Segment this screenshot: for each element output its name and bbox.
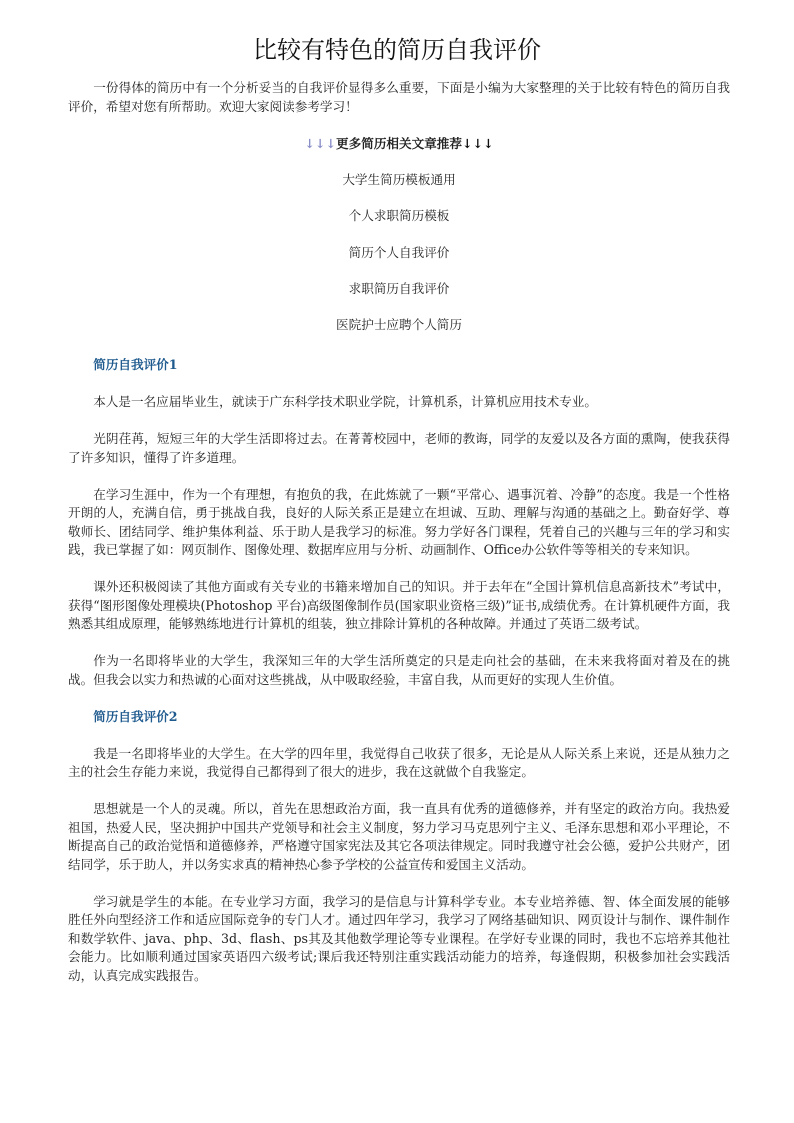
paragraph: 思想就是一个人的灵魂。所以，首先在思想政治方面，我一直具有优秀的道德修养，并有坚定的政治方向。我热爱祖国，热爱人民，坚决拥护中国共产党领导和社会主义制度，努力学习马克思列宁主义、毛泽东思想和邓小平理论，不断提高自己的政治觉悟和道德修养，严格遵守国家宪法及其它各项法律规定。同时我遵守社会公德，爱护公共财产，团结同学，乐于助人，并以务实求真的精神热心参予学校的公益宣传和爱国主义活动。 [68, 801, 730, 872]
recommend-heading [68, 135, 730, 154]
intro-paragraph: 一份得体的简历中有一个分析妥当的自我评价显得多么重要，下面是小编为大家整理的关于比较有特色的简历自我评价，希望对您有所帮助。欢迎大家阅读参考学习！ [68, 80, 730, 114]
paragraph: 课外还积极阅读了其他方面或有关专业的书籍来增加自己的知识。并于去年在“全国计算机信息高新技术”考试中，获得“图形图像处理模块(Photoshop 平台)高级图像制作员(国家职业资格三级)”证书,成绩优秀。在计算机硬件方面，我熟悉其组成原理，能够熟练地进行计算机的组装，独立排除计算机的各种故障。并通过了英语二级考试。 [68, 579, 730, 632]
related-links [68, 171, 730, 352]
page-title: 比较有特色的简历自我评价 [253, 36, 541, 64]
related-link[interactable]: 简历个人自我评价 [348, 244, 450, 260]
recommend-label: 更多简历相关文章推荐 [336, 135, 462, 151]
related-link[interactable]: 求职简历自我评价 [348, 280, 450, 296]
document-body [68, 79, 730, 1004]
paragraph: 我是一名即将毕业的大学生。在大学的四年里，我觉得自己收获了很多，无论是从人际关系上来说，还是从独力之主的社会生存能力来说，我觉得自己都得到了很大的进步，我在这就做个自我鉴定。 [68, 745, 730, 780]
related-link[interactable]: 大学生简历模板通用 [342, 172, 456, 187]
related-link[interactable]: 医院护士应聘个人简历 [336, 317, 462, 333]
paragraph: 本人是一名应届毕业生，就读于广东科学技术职业学院，计算机系，计算机应用技术专业。 [93, 394, 597, 410]
related-link[interactable]: 个人求职简历模板 [348, 208, 450, 224]
paragraph: 作为一名即将毕业的大学生，我深知三年的大学生活所奠定的只是走向社会的基础，在未来我将面对着及在的挑战。但我会以实力和热诚的心面对这些挑战，从中吸取经验，丰富自我，从而更好的实现人生价值。 [68, 653, 730, 687]
paragraph: 光阴荏苒，短短三年的大学生活即将过去。在菁菁校园中，老师的教诲，同学的友爱以及各方面的熏陶，使我获得了许多知识，懂得了许多道理。 [68, 431, 730, 465]
section-heading: 简历自我评价2 [93, 708, 178, 724]
paragraph: 在学习生涯中，作为一个有理想，有抱负的我，在此炼就了一颗“平常心、遇事沉着、冷静”的态度。我是一个性格开朗的人，充满自信，勇于挑战自我，良好的人际关系正是建立在坦诚、互助、理解与沟通的基础之上。勤奋好学、尊敬师长、团结同学、维护集体利益、乐于助人是我学习的标准。努力学好各门课程，凭着自己的兴趣与三年的学习和实践，我已掌握了如：网页制作、图像处理、数据库应用与分析、动画制作、Office办公软件等等相关的专来知识。 [68, 486, 730, 558]
down-arrows-icon: ↓↓↓ [461, 135, 494, 151]
section-heading: 简历自我评价1 [93, 357, 178, 373]
down-arrows-icon: ↓↓↓ [304, 135, 337, 151]
paragraph: 学习就是学生的本能。在专业学习方面，我学习的是信息与计算科学专业。本专业培养德、智、体全面发展的能够胜任外向型经济工作和适应国际竞争的专门人才。通过四年学习，我学习了网络基础知识、网页设计与制作、课件制作和数学软件、java、php、3d、flash、ps其及其他数学理论等专业课程。在学好专业课的同时，我也不忘培养其他社会能力。比如顺利通过国家英语四六级考试;课后我还特别注重实践活动能力的培养，每逢假期，积极参加社会实践活动，认真完成实践报告。 [68, 893, 730, 983]
